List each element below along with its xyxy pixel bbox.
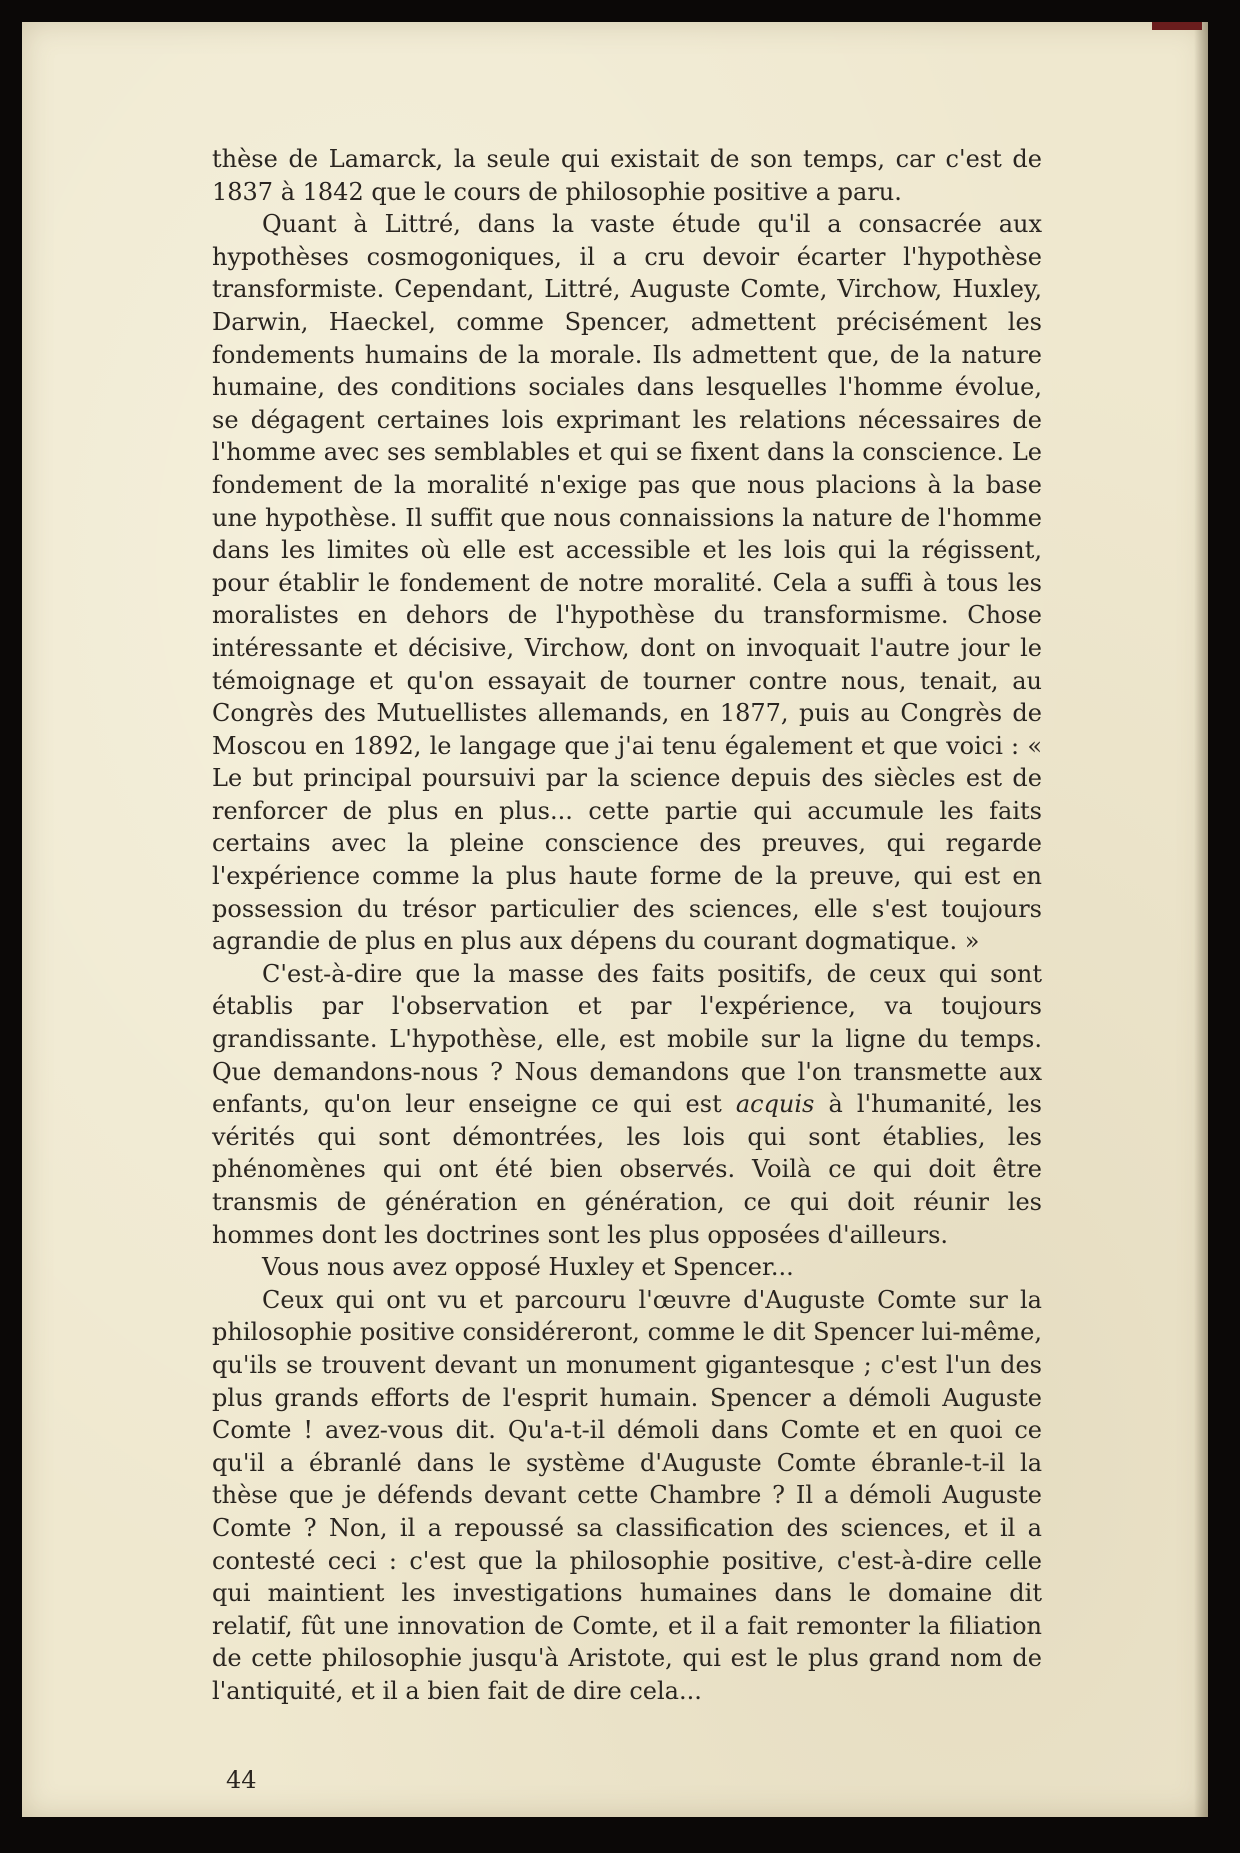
book-page: [22, 22, 1208, 1817]
body-text: [212, 143, 1042, 1708]
page-number: 44: [226, 1766, 257, 1794]
paragraph-littre: Quant à Littré, dans la vaste étude qu'il a consacrée aux hypothèses cosmogoniques, il a cru devoir écarter l'hypothèse transformiste. Cependant, Littré, Auguste Comte, Virchow, Huxley, Darwin, Haeckel, comme Spencer, admettent précisément les fondements humains de la morale. Ils admettent que, de la nature humaine, des conditions sociales dans lesquelles l'homme évolue, se dégagent certaines lois exprimant les relations nécessaires de l'homme avec ses semblables et qui se fixent dans la conscience. Le fondement de la moralité n'exige pas que nous placions à la base une hypothèse. Il suffit que nous connaissions la nature de l'homme dans les limites où elle est accessible et les lois qui la régissent, pour établir le fondement de notre moralité. Cela a suffi à tous les moralistes en dehors de l'hypothèse du transformisme. Chose intéressante et décisive, Virchow, dont on invoquait l'autre jour le témoignage et qu'on essayait de tourner contre nous, tenait, au Congrès des Mutuellistes allemands, en 1877, puis au Congrès de Moscou en 1892, le langage que j'ai tenu également et que voici : « Le but principal poursuivi par la science depuis des siècles est de renforcer de plus en plus... cette partie qui accumule les faits certains avec la pleine conscience des preuves, qui regarde l'expérience comme la plus haute forme de la preuve, qui est en possession du trésor particulier des sciences, elle s'est toujours agrandie de plus en plus aux dépens du courant dogmatique. »: [212, 210, 1042, 956]
corner-mark: [1152, 22, 1202, 30]
paragraph-text-before: C'est-à-dire que la masse des faits positifs, de ceux qui sont établis par l'observation et par l'expérience, va toujours grandissante. L'hypothèse, elle, est mobile sur la ligne du temps. Que demandons-nous ? Nous demandons que l'on transmette aux enfants, qu'on leur enseigne ce qui est: [212, 959, 1042, 1119]
paragraph-huxley-spencer: Vous nous avez opposé Huxley et Spencer...: [262, 1253, 794, 1282]
paragraph-faits-positifs: [212, 958, 1042, 1251]
paragraph-continuation: thèse de Lamarck, la seule qui existait de son temps, car c'est de 1837 à 1842 que le cours de philosophie positive a paru.: [212, 145, 1042, 206]
page-edge-shadow: [1194, 22, 1208, 1817]
paragraph-text-after: à l'humanité, les vérités qui sont démontrées, les lois qui sont établies, les phénomènes qui ont été bien observés. Voilà ce qui doit être transmis de génération en génération, ce qui doit réunir les hommes dont les doctrines sont les plus opposées d'ailleurs.: [212, 1090, 1042, 1249]
emphasis-acquis: acquis: [735, 1090, 815, 1119]
paragraph-comte: Ceux qui ont vu et parcouru l'œuvre d'Auguste Comte sur la philosophie positive considéreront, comme le dit Spencer lui-même, qu'ils se trouvent devant un monument gigantesque ; c'est l'un des plus grands efforts de l'esprit humain. Spencer a démoli Auguste Comte ! avez-vous dit. Qu'a-t-il démoli dans Comte et en quoi ce qu'il a ébranlé dans le système d'Auguste Comte ébranle-t-il la thèse que je défends devant cette Chambre ? Il a démoli Auguste Comte ? Non, il a repoussé sa classification des sciences, et il a contesté ceci : c'est que la philosophie positive, c'est-à-dire celle qui maintient les investigations humaines dans le domaine dit relatif, fût une innovation de Comte, et il a fait remonter la filiation de cette philosophie jusqu'à Aristote, qui est le plus grand nom de l'antiquité, et il a bien fait de dire cela...: [212, 1285, 1042, 1705]
